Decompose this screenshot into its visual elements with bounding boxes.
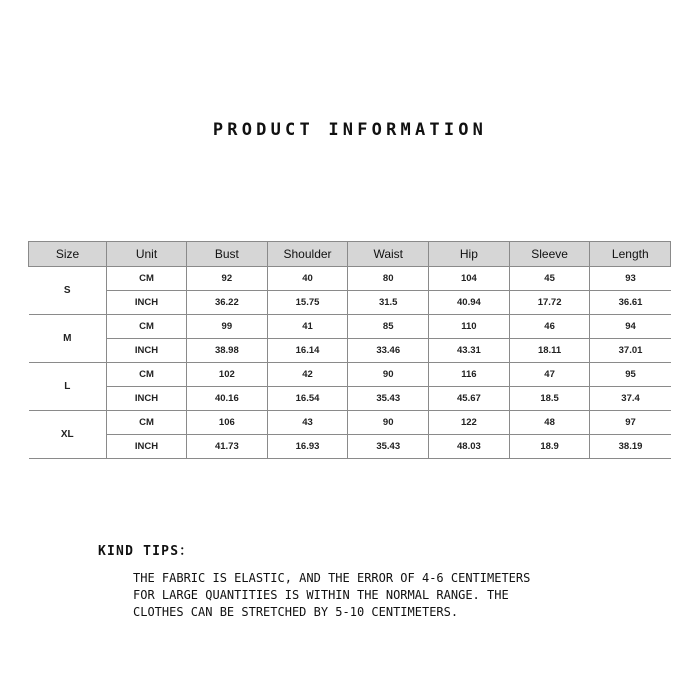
table-row: [29, 411, 671, 435]
waist-cell: 35.43: [348, 435, 429, 459]
unit-cell: INCH: [107, 387, 187, 411]
hip-cell: 104: [429, 267, 510, 291]
table-row: [29, 435, 671, 459]
tips-body: [133, 570, 653, 621]
shoulder-cell: 40: [267, 267, 348, 291]
bust-cell: 36.22: [187, 291, 268, 315]
length-cell: 94: [590, 315, 671, 339]
bust-cell: 99: [187, 315, 268, 339]
bust-cell: 102: [187, 363, 268, 387]
header-size: Size: [29, 242, 107, 267]
sleeve-cell: 48: [509, 411, 590, 435]
length-cell: 37.4: [590, 387, 671, 411]
header-waist: Waist: [348, 242, 429, 267]
sleeve-cell: 18.11: [509, 339, 590, 363]
header-unit: Unit: [107, 242, 187, 267]
table-row: [29, 315, 671, 339]
unit-cell: CM: [107, 267, 187, 291]
unit-cell: INCH: [107, 435, 187, 459]
tips-line: THE FABRIC IS ELASTIC, AND THE ERROR OF 4-6 CENTIMETERS: [133, 571, 531, 585]
header-hip: Hip: [429, 242, 510, 267]
header-sleeve: Sleeve: [509, 242, 590, 267]
table-row: [29, 291, 671, 315]
bust-cell: 40.16: [187, 387, 268, 411]
sleeve-cell: 18.5: [509, 387, 590, 411]
hip-cell: 48.03: [429, 435, 510, 459]
tips-line: FOR LARGE QUANTITIES IS WITHIN THE NORMAL RANGE. THE: [133, 588, 509, 602]
waist-cell: 80: [348, 267, 429, 291]
unit-cell: INCH: [107, 339, 187, 363]
shoulder-cell: 15.75: [267, 291, 348, 315]
header-bust: Bust: [187, 242, 268, 267]
page-title: PRODUCT INFORMATION: [212, 120, 488, 140]
bust-cell: 92: [187, 267, 268, 291]
sleeve-cell: 46: [509, 315, 590, 339]
waist-cell: 90: [348, 411, 429, 435]
length-cell: 38.19: [590, 435, 671, 459]
size-label: XL: [29, 411, 107, 459]
table-row: [29, 267, 671, 291]
unit-cell: INCH: [107, 291, 187, 315]
size-chart-table: [28, 241, 671, 459]
shoulder-cell: 42: [267, 363, 348, 387]
length-cell: 93: [590, 267, 671, 291]
table-row: [29, 387, 671, 411]
hip-cell: 43.31: [429, 339, 510, 363]
tips-line: CLOTHES CAN BE STRETCHED BY 5-10 CENTIMETERS.: [133, 605, 459, 619]
waist-cell: 35.43: [348, 387, 429, 411]
sleeve-cell: 45: [509, 267, 590, 291]
hip-cell: 122: [429, 411, 510, 435]
tips-heading: KIND TIPS：: [98, 544, 194, 559]
header-shoulder: Shoulder: [267, 242, 348, 267]
header-length: Length: [590, 242, 671, 267]
sleeve-cell: 17.72: [509, 291, 590, 315]
waist-cell: 31.5: [348, 291, 429, 315]
shoulder-cell: 16.54: [267, 387, 348, 411]
unit-cell: CM: [107, 411, 187, 435]
shoulder-cell: 16.14: [267, 339, 348, 363]
bust-cell: 38.98: [187, 339, 268, 363]
size-label: M: [29, 315, 107, 363]
shoulder-cell: 43: [267, 411, 348, 435]
bust-cell: 106: [187, 411, 268, 435]
bust-cell: 41.73: [187, 435, 268, 459]
length-cell: 97: [590, 411, 671, 435]
hip-cell: 45.67: [429, 387, 510, 411]
waist-cell: 90: [348, 363, 429, 387]
shoulder-cell: 16.93: [267, 435, 348, 459]
hip-cell: 110: [429, 315, 510, 339]
table-row: [29, 363, 671, 387]
unit-cell: CM: [107, 363, 187, 387]
table-header-row: [29, 242, 671, 267]
size-label: S: [29, 267, 107, 315]
hip-cell: 40.94: [429, 291, 510, 315]
waist-cell: 85: [348, 315, 429, 339]
sleeve-cell: 18.9: [509, 435, 590, 459]
sleeve-cell: 47: [509, 363, 590, 387]
length-cell: 36.61: [590, 291, 671, 315]
length-cell: 95: [590, 363, 671, 387]
shoulder-cell: 41: [267, 315, 348, 339]
length-cell: 37.01: [590, 339, 671, 363]
waist-cell: 33.46: [348, 339, 429, 363]
hip-cell: 116: [429, 363, 510, 387]
size-label: L: [29, 363, 107, 411]
unit-cell: CM: [107, 315, 187, 339]
table-row: [29, 339, 671, 363]
